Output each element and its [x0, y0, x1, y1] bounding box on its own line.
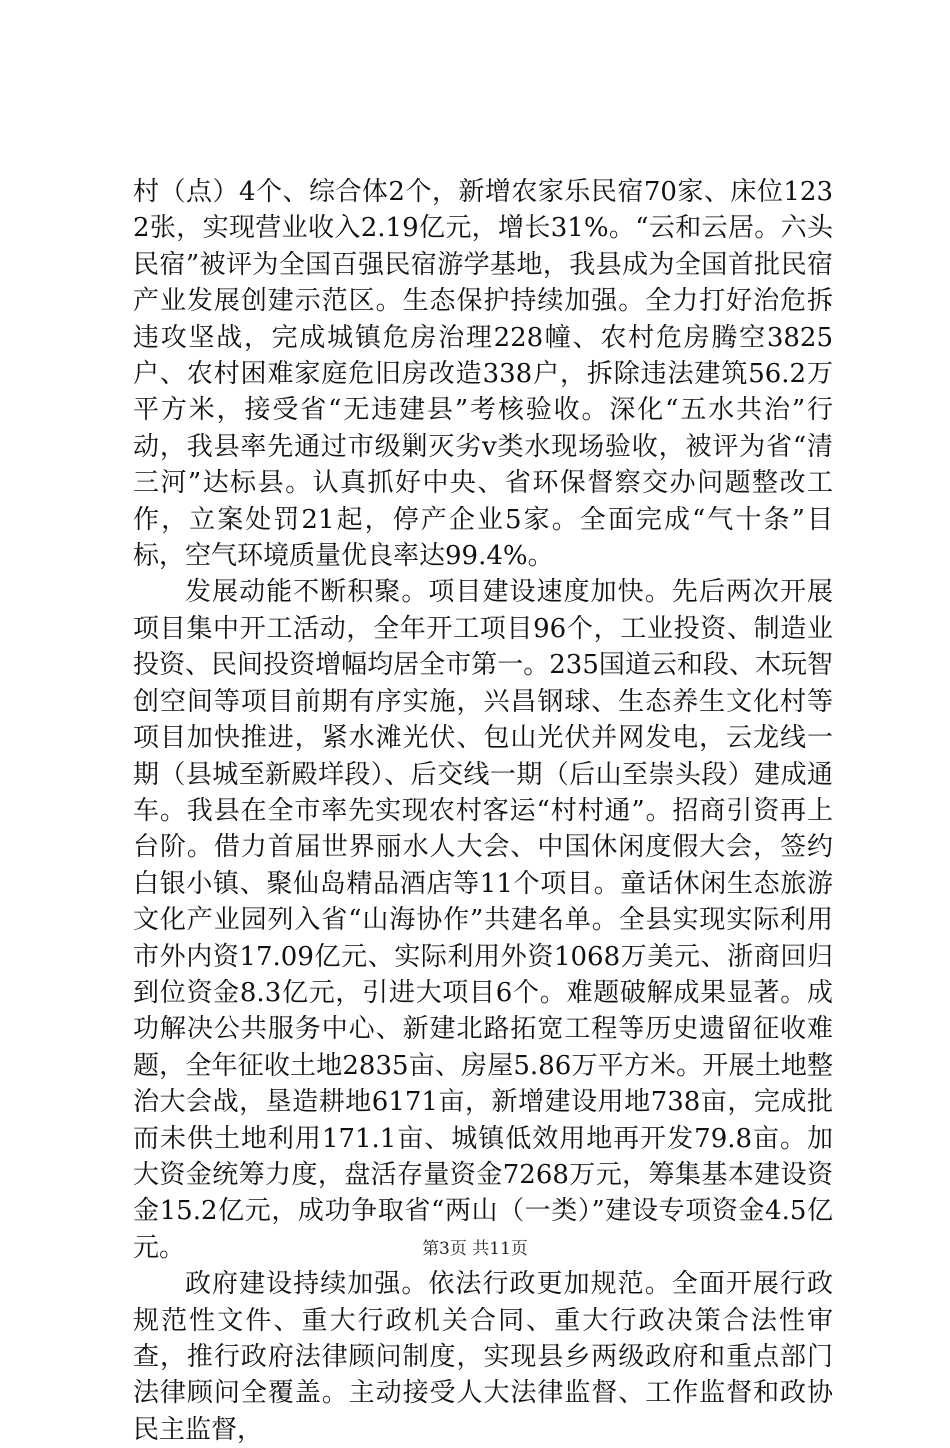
paragraph-development-momentum: 发展动能不断积聚。项目建设速度加快。先后两次开展项目集中开工活动，全年开工项目96个，工业投资、制造业投资、民间投资增幅均居全市第一。235国道云和段、木玩智创空间等项目前期有序实施，兴昌钢球、生态养生文化村等项目加快推进，紧水滩光伏、包山光伏并网发电，云龙线一期（县城至新殿垟段）、后交线一期（后山至崇头段）建成通车。我县在全市率先实现农村客运“村村通”。招商引资再上台阶。借力首届世界丽水人大会、中国休闲度假大会，签约白银小镇、聚仙岛精品酒店等11个项目。童话休闲生态旅游文化产业园列入省“山海协作”共建名单。全县实现实际利用市外内资17.09亿元、实际利用外资1068万美元、浙商回归到位资金8.3亿元，引进大项目6个。难题破解成果显著。成功解决公共服务中心、新建北路拓宽工程等历史遗留征收难题，全年征收土地2835亩、房屋5.86万平方米。开展土地整治大会战，垦造耕地6171亩，新增建设用地738亩，完成批而未供土地利用171.1亩、城镇低效用地再开发79.8亩。加大资金统筹力度，盘活存量资金7268万元，筹集基本建设资金15.2亿元，成功争取省“两山（一类）”建设专项资金4.5亿元。 [133, 577, 833, 1263]
page-footer: 第3页 共11页 [422, 1239, 528, 1259]
paragraph-continuation: 村（点）4个、综合体2个，新增农家乐民宿70家、床位1232张，实现营业收入2.19亿元，增长31%。“云和云居。六头民宿”被评为全国百强民宿游学基地，我县成为全国首批民宿产业发展创建示范区。生态保护持续加强。全力打好治危拆违攻坚战，完成城镇危房治理228幢、农村危房腾空3825户、农村困难家庭危旧房改造338户，拆除违法建筑56.2万平方米，接受省“无违建县”考核验收。深化“五水共治”行动，我县率先通过市级剿灭劣v类水现场验收，被评为省“清三河”达标县。认真抓好中央、省环保督察交办问题整改工作，立案处罚21起，停产企业5家。全面完成“气十条”目标，空气环境质量优良率达99.4%。 [133, 177, 833, 572]
paragraph-government-building: 政府建设持续加强。依法行政更加规范。全面开展行政规范性文件、重大行政机关合同、重大行政决策合法性审查，推行政府法律顾问制度，实现县乡两级政府和重点部门法律顾问全覆盖。主动接受人大法律监督、工作监督和政协民主监督， [133, 1269, 833, 1445]
